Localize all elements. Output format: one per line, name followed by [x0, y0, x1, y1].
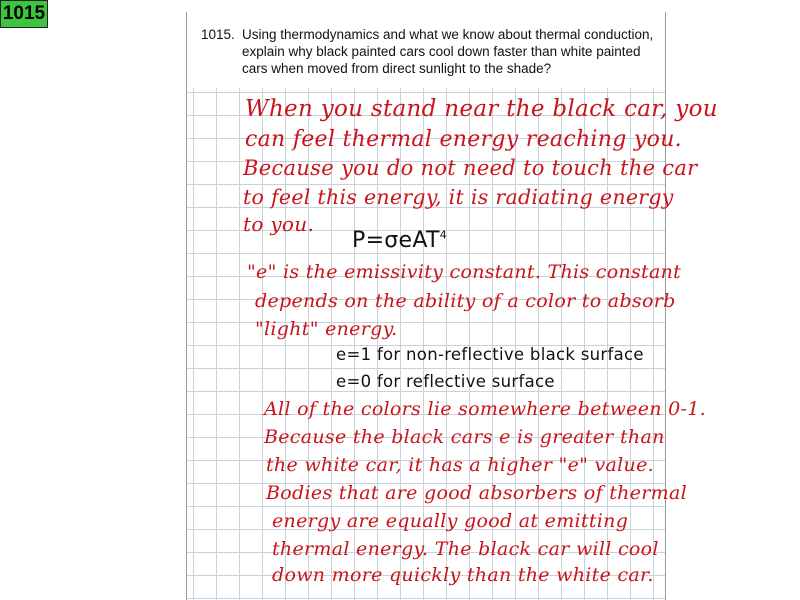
- answer-line: energy are equally good at emitting: [272, 510, 629, 532]
- question-number: 1015.: [201, 27, 235, 42]
- answer-line: depends on the ability of a color to absorb: [255, 290, 676, 312]
- question-line: cars when moved from direct sunlight to the shade?: [242, 61, 552, 76]
- answer-line: "light" energy.: [255, 318, 398, 340]
- question-line: Using thermodynamics and what we know about thermal conduction,: [242, 27, 654, 42]
- answer-line: the white car, it has a higher "e" value.: [266, 454, 654, 476]
- answer-line: When you stand near the black car, you: [245, 96, 718, 122]
- formula-base: P=σeAT: [352, 228, 440, 253]
- emissivity-reflective: e=0 for reflective surface: [336, 372, 555, 391]
- emissivity-black: e=1 for non-reflective black surface: [336, 345, 644, 364]
- formula-exponent: 4: [439, 228, 448, 242]
- answer-line: Because the black cars e is greater than: [264, 426, 665, 448]
- answer-line: Because you do not need to touch the car: [243, 156, 698, 180]
- answer-line: can feel thermal energy reaching you.: [245, 127, 682, 152]
- answer-line: "e" is the emissivity constant. This constant: [247, 261, 682, 283]
- answer-line: All of the colors lie somewhere between 0-1.: [264, 398, 706, 420]
- answer-line: thermal energy. The black car will cool: [272, 538, 659, 560]
- answer-line: to feel this energy, it is radiating energy: [243, 185, 674, 209]
- stefan-boltzmann-formula: [352, 228, 447, 253]
- answer-line: to you.: [243, 212, 315, 236]
- problem-number-badge: 1015: [0, 0, 48, 28]
- question-line: explain why black painted cars cool down faster than white painted: [242, 44, 641, 59]
- answer-line: Bodies that are good absorbers of thermal: [266, 482, 687, 504]
- answer-line: down more quickly than the white car.: [272, 564, 654, 586]
